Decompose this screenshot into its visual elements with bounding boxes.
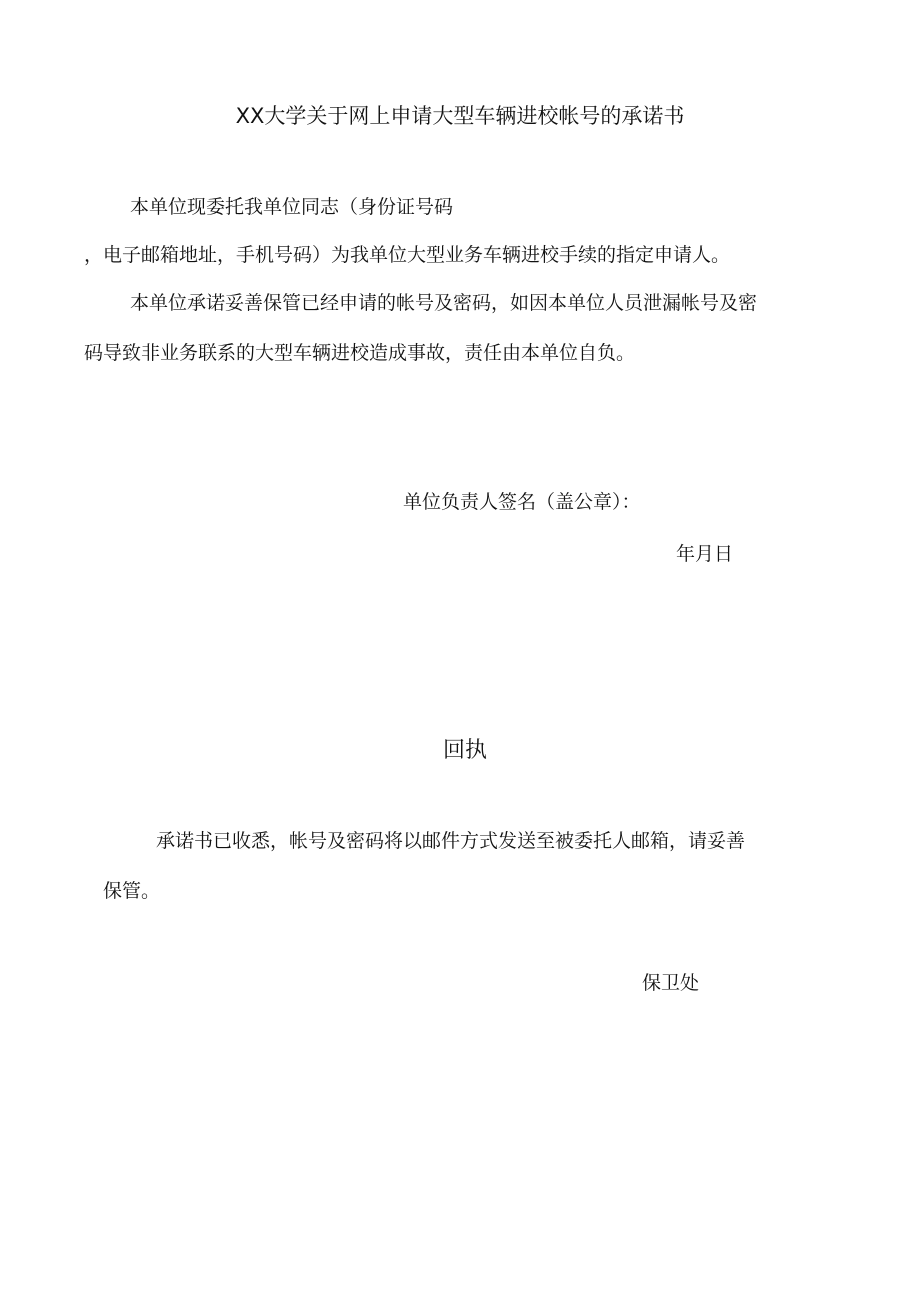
receipt-paragraph-line-1: 承诺书已收悉，帐号及密码将以邮件方式发送至被委托人邮箱，请妥善 <box>156 830 746 852</box>
receipt-paragraph-line-2: 保管。 <box>103 880 161 902</box>
paragraph-1-line-1: 本单位现委托我单位同志（身份证号码 <box>130 196 454 218</box>
date-label: 年月日 <box>676 543 734 565</box>
paragraph-2-line-1: 本单位承诺妥善保管已经申请的帐号及密码，如因本单位人员泄漏帐号及密 <box>130 292 758 314</box>
signature-label: 单位负责人签名（盖公章）： <box>403 491 641 513</box>
document-title: XX大学关于网上申请大型车辆进校帐号的承诺书 <box>235 104 685 128</box>
paragraph-2-line-2: 码导致非业务联系的大型车辆进校造成事故，责任由本单位自负。 <box>84 342 636 364</box>
receipt-title: 回执 <box>442 738 487 763</box>
paragraph-1-line-2: ，电子邮箱地址，手机号码）为我单位大型业务车辆进校手续的指定申请人。 <box>84 244 731 266</box>
receipt-issuer: 保卫处 <box>642 972 700 994</box>
